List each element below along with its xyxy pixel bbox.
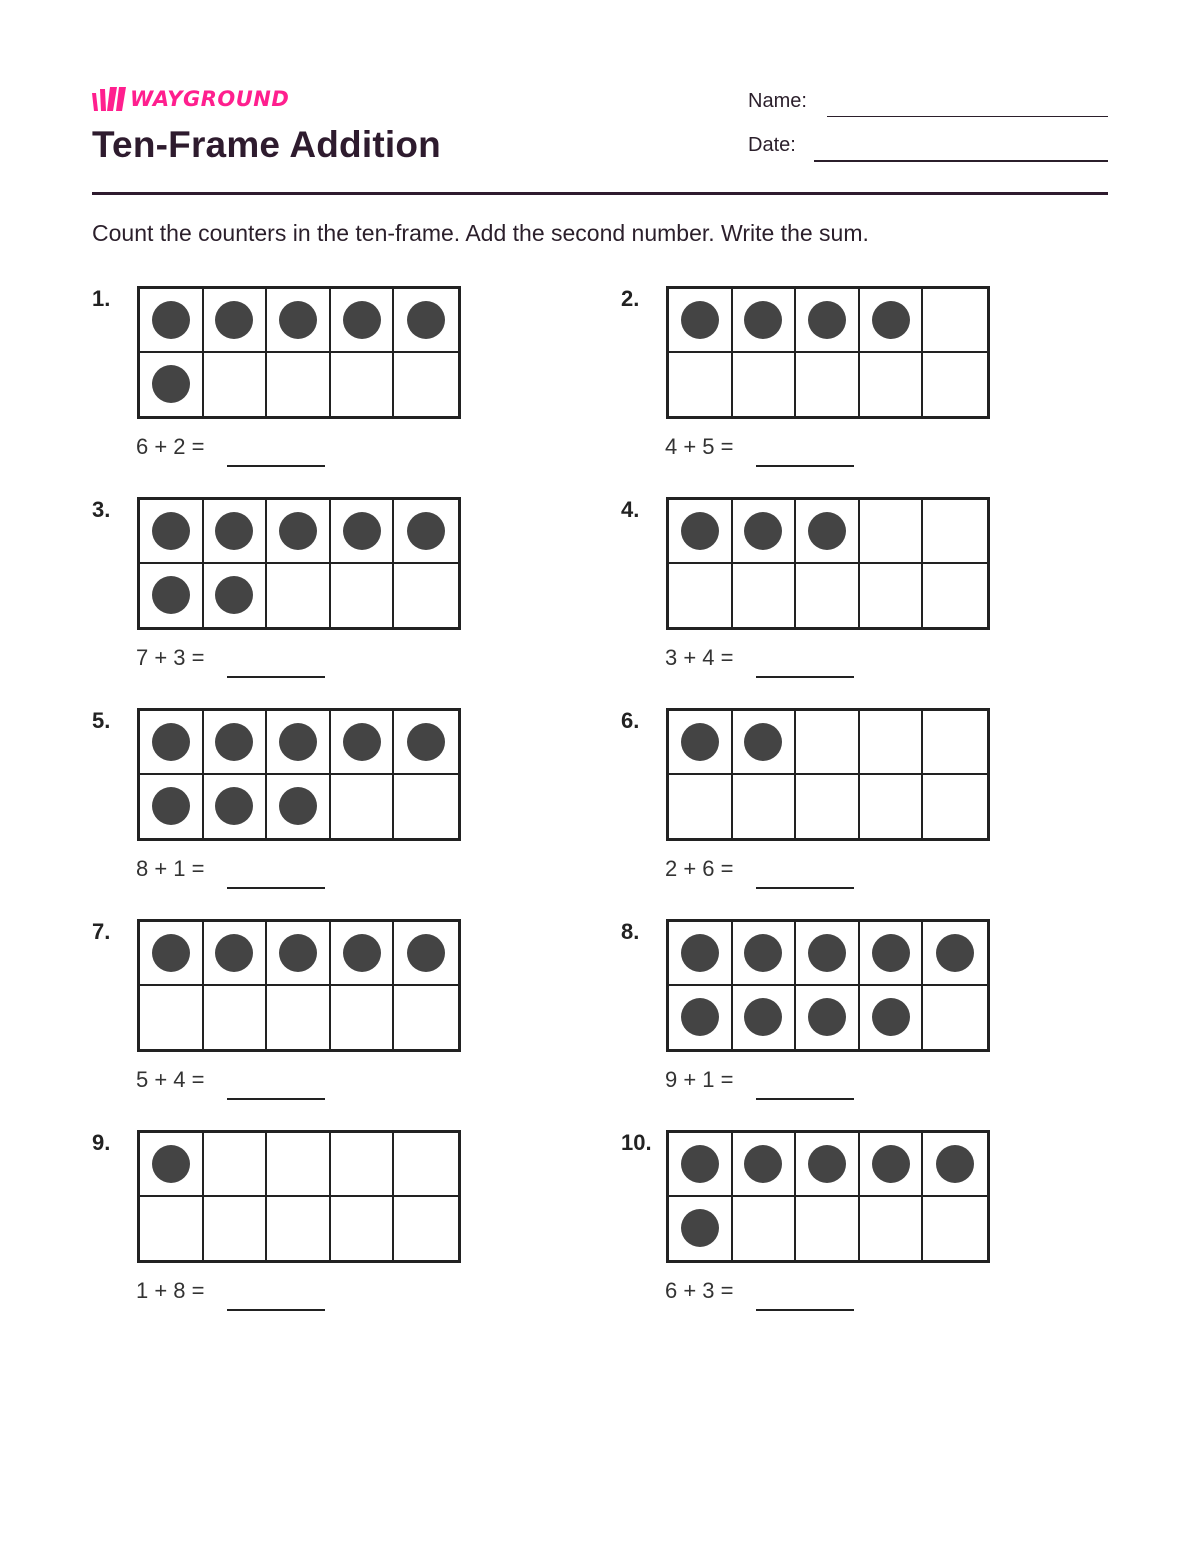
ten-frame — [137, 919, 461, 1052]
date-field[interactable] — [814, 160, 1108, 162]
problem-number: 3. — [92, 497, 111, 522]
problem-number: 1. — [92, 286, 111, 311]
name-label: Name: — [748, 90, 807, 112]
ten-frame-cell — [669, 922, 733, 986]
ten-frame-cell — [204, 500, 268, 564]
counter-dot — [215, 576, 253, 614]
counter-dot — [407, 301, 445, 339]
ten-frame-cell — [140, 500, 204, 564]
problem-4 — [621, 497, 1041, 697]
answer-field[interactable] — [227, 465, 325, 467]
ten-frame — [666, 1130, 990, 1263]
ten-frame-cell — [267, 289, 331, 353]
ten-frame-cell — [267, 711, 331, 775]
answer-field[interactable] — [756, 465, 854, 467]
problem-6 — [621, 708, 1041, 908]
ten-frame-cell — [394, 289, 458, 353]
ten-frame-cell — [204, 289, 268, 353]
problem-number: 2. — [621, 286, 640, 311]
ten-frame-cell — [860, 500, 924, 564]
ten-frame-cell — [331, 711, 395, 775]
counter-dot — [744, 301, 782, 339]
ten-frame-cell — [394, 500, 458, 564]
answer-field[interactable] — [756, 1309, 854, 1311]
ten-frame-cell — [394, 353, 458, 417]
counter-dot — [152, 787, 190, 825]
answer-field[interactable] — [756, 887, 854, 889]
ten-frame-cell — [796, 986, 860, 1050]
ten-frame-cell — [204, 711, 268, 775]
counter-dot — [279, 934, 317, 972]
ten-frame-cell — [331, 922, 395, 986]
ten-frame-cell — [733, 500, 797, 564]
problem-number: 4. — [621, 497, 640, 522]
counter-dot — [407, 512, 445, 550]
problem-number: 6. — [621, 708, 640, 733]
ten-frame-cell — [204, 986, 268, 1050]
ten-frame-cell — [267, 1197, 331, 1261]
answer-field[interactable] — [756, 1098, 854, 1100]
counter-dot — [279, 787, 317, 825]
counter-dot — [936, 1145, 974, 1183]
brand-mark-icon — [92, 87, 126, 111]
ten-frame-cell — [733, 1133, 797, 1197]
instructions: Count the counters in the ten-frame. Add the second number. Write the sum. — [92, 220, 869, 246]
ten-frame-cell — [204, 564, 268, 628]
counter-dot — [343, 301, 381, 339]
name-field[interactable] — [827, 116, 1108, 117]
ten-frame-cell — [394, 1197, 458, 1261]
ten-frame-cell — [267, 500, 331, 564]
ten-frame-cell — [923, 564, 987, 628]
answer-field[interactable] — [756, 676, 854, 678]
ten-frame-cell — [796, 353, 860, 417]
ten-frame — [137, 497, 461, 630]
ten-frame-cell — [267, 775, 331, 839]
counter-dot — [744, 723, 782, 761]
ten-frame-cell — [923, 1197, 987, 1261]
ten-frame-cell — [204, 1197, 268, 1261]
ten-frame — [137, 1130, 461, 1263]
ten-frame-cell — [331, 500, 395, 564]
counter-dot — [215, 301, 253, 339]
equation-text: 4 + 5 = — [665, 434, 734, 459]
equation-text: 7 + 3 = — [136, 645, 205, 670]
answer-field[interactable] — [227, 1309, 325, 1311]
ten-frame-cell — [860, 564, 924, 628]
ten-frame-cell — [394, 564, 458, 628]
ten-frame-cell — [733, 289, 797, 353]
ten-frame-cell — [140, 986, 204, 1050]
ten-frame-cell — [733, 1197, 797, 1261]
counter-dot — [152, 1145, 190, 1183]
ten-frame-cell — [140, 922, 204, 986]
counter-dot — [872, 998, 910, 1036]
equation-text: 5 + 4 = — [136, 1067, 205, 1092]
counter-dot — [744, 512, 782, 550]
problem-number: 8. — [621, 919, 640, 944]
counter-dot — [215, 787, 253, 825]
problem-2 — [621, 286, 1041, 486]
ten-frame-cell — [140, 289, 204, 353]
ten-frame-cell — [331, 289, 395, 353]
ten-frame-cell — [394, 775, 458, 839]
problem-10 — [621, 1130, 1041, 1330]
problem-9 — [92, 1130, 512, 1330]
ten-frame — [666, 286, 990, 419]
counter-dot — [808, 1145, 846, 1183]
counter-dot — [215, 934, 253, 972]
counter-dot — [343, 512, 381, 550]
problem-7 — [92, 919, 512, 1119]
ten-frame-cell — [394, 922, 458, 986]
ten-frame-cell — [669, 986, 733, 1050]
counter-dot — [279, 512, 317, 550]
counter-dot — [681, 723, 719, 761]
ten-frame-cell — [860, 1197, 924, 1261]
ten-frame-cell — [394, 986, 458, 1050]
ten-frame-cell — [923, 289, 987, 353]
brand-logo — [92, 86, 289, 112]
counter-dot — [681, 1145, 719, 1183]
ten-frame-cell — [860, 986, 924, 1050]
ten-frame-cell — [669, 711, 733, 775]
ten-frame-cell — [923, 986, 987, 1050]
counter-dot — [744, 1145, 782, 1183]
equation-text: 3 + 4 = — [665, 645, 734, 670]
ten-frame-cell — [267, 564, 331, 628]
counter-dot — [152, 934, 190, 972]
ten-frame — [137, 708, 461, 841]
counter-dot — [152, 576, 190, 614]
ten-frame-cell — [331, 353, 395, 417]
counter-dot — [808, 512, 846, 550]
page-title: Ten-Frame Addition — [92, 124, 441, 165]
counter-dot — [681, 934, 719, 972]
ten-frame-cell — [796, 711, 860, 775]
ten-frame-cell — [331, 1133, 395, 1197]
ten-frame-cell — [204, 1133, 268, 1197]
ten-frame-cell — [923, 353, 987, 417]
equation-text: 1 + 8 = — [136, 1278, 205, 1303]
problem-number: 9. — [92, 1130, 111, 1155]
problem-number: 7. — [92, 919, 111, 944]
ten-frame-cell — [733, 775, 797, 839]
ten-frame-cell — [669, 1197, 733, 1261]
equation-text: 2 + 6 = — [665, 856, 734, 881]
ten-frame — [666, 708, 990, 841]
ten-frame-cell — [923, 775, 987, 839]
counter-dot — [152, 301, 190, 339]
ten-frame-cell — [267, 353, 331, 417]
counter-dot — [215, 512, 253, 550]
ten-frame-cell — [796, 1197, 860, 1261]
ten-frame-cell — [860, 775, 924, 839]
ten-frame-cell — [796, 564, 860, 628]
problem-3 — [92, 497, 512, 697]
ten-frame — [137, 286, 461, 419]
ten-frame-cell — [267, 1133, 331, 1197]
ten-frame-cell — [923, 711, 987, 775]
ten-frame-cell — [733, 711, 797, 775]
ten-frame-cell — [669, 289, 733, 353]
counter-dot — [343, 723, 381, 761]
counter-dot — [872, 301, 910, 339]
counter-dot — [744, 998, 782, 1036]
ten-frame-cell — [140, 1133, 204, 1197]
counter-dot — [744, 934, 782, 972]
answer-field[interactable] — [227, 887, 325, 889]
ten-frame-cell — [140, 353, 204, 417]
ten-frame-cell — [733, 353, 797, 417]
counter-dot — [681, 301, 719, 339]
problem-number: 10. — [621, 1130, 652, 1155]
ten-frame-cell — [733, 564, 797, 628]
ten-frame-cell — [331, 564, 395, 628]
ten-frame-cell — [331, 1197, 395, 1261]
counter-dot — [407, 723, 445, 761]
equation-text: 6 + 3 = — [665, 1278, 734, 1303]
ten-frame-cell — [204, 922, 268, 986]
ten-frame-cell — [860, 1133, 924, 1197]
ten-frame-cell — [140, 711, 204, 775]
header-divider — [92, 192, 1108, 195]
date-label: Date: — [748, 134, 796, 156]
ten-frame-cell — [204, 775, 268, 839]
counter-dot — [808, 998, 846, 1036]
counter-dot — [152, 365, 190, 403]
answer-field[interactable] — [227, 1098, 325, 1100]
ten-frame-cell — [796, 289, 860, 353]
ten-frame-cell — [669, 775, 733, 839]
ten-frame-cell — [860, 353, 924, 417]
ten-frame-cell — [923, 500, 987, 564]
ten-frame-cell — [923, 922, 987, 986]
ten-frame-cell — [140, 775, 204, 839]
ten-frame-cell — [331, 775, 395, 839]
ten-frame-cell — [669, 564, 733, 628]
counter-dot — [343, 934, 381, 972]
ten-frame-cell — [669, 1133, 733, 1197]
ten-frame-cell — [796, 922, 860, 986]
problem-8 — [621, 919, 1041, 1119]
ten-frame-cell — [669, 500, 733, 564]
ten-frame-cell — [860, 711, 924, 775]
answer-field[interactable] — [227, 676, 325, 678]
counter-dot — [279, 723, 317, 761]
ten-frame-cell — [140, 1197, 204, 1261]
counter-dot — [152, 723, 190, 761]
ten-frame — [666, 919, 990, 1052]
ten-frame-cell — [331, 986, 395, 1050]
counter-dot — [152, 512, 190, 550]
counter-dot — [872, 1145, 910, 1183]
problem-1 — [92, 286, 512, 486]
problem-number: 5. — [92, 708, 111, 733]
counter-dot — [215, 723, 253, 761]
ten-frame-cell — [267, 986, 331, 1050]
counter-dot — [681, 998, 719, 1036]
ten-frame-cell — [923, 1133, 987, 1197]
ten-frame-cell — [267, 922, 331, 986]
equation-text: 8 + 1 = — [136, 856, 205, 881]
ten-frame-cell — [796, 500, 860, 564]
ten-frame — [666, 497, 990, 630]
ten-frame-cell — [860, 289, 924, 353]
ten-frame-cell — [669, 353, 733, 417]
ten-frame-cell — [733, 922, 797, 986]
counter-dot — [936, 934, 974, 972]
counter-dot — [681, 1209, 719, 1247]
ten-frame-cell — [796, 1133, 860, 1197]
counter-dot — [808, 301, 846, 339]
counter-dot — [872, 934, 910, 972]
equation-text: 9 + 1 = — [665, 1067, 734, 1092]
ten-frame-cell — [860, 922, 924, 986]
ten-frame-cell — [204, 353, 268, 417]
ten-frame-cell — [733, 986, 797, 1050]
counter-dot — [279, 301, 317, 339]
counter-dot — [681, 512, 719, 550]
ten-frame-cell — [796, 775, 860, 839]
equation-text: 6 + 2 = — [136, 434, 205, 459]
brand-name: WAYGROUND — [130, 87, 290, 111]
counter-dot — [407, 934, 445, 972]
ten-frame-cell — [140, 564, 204, 628]
counter-dot — [808, 934, 846, 972]
problem-5 — [92, 708, 512, 908]
ten-frame-cell — [394, 711, 458, 775]
ten-frame-cell — [394, 1133, 458, 1197]
